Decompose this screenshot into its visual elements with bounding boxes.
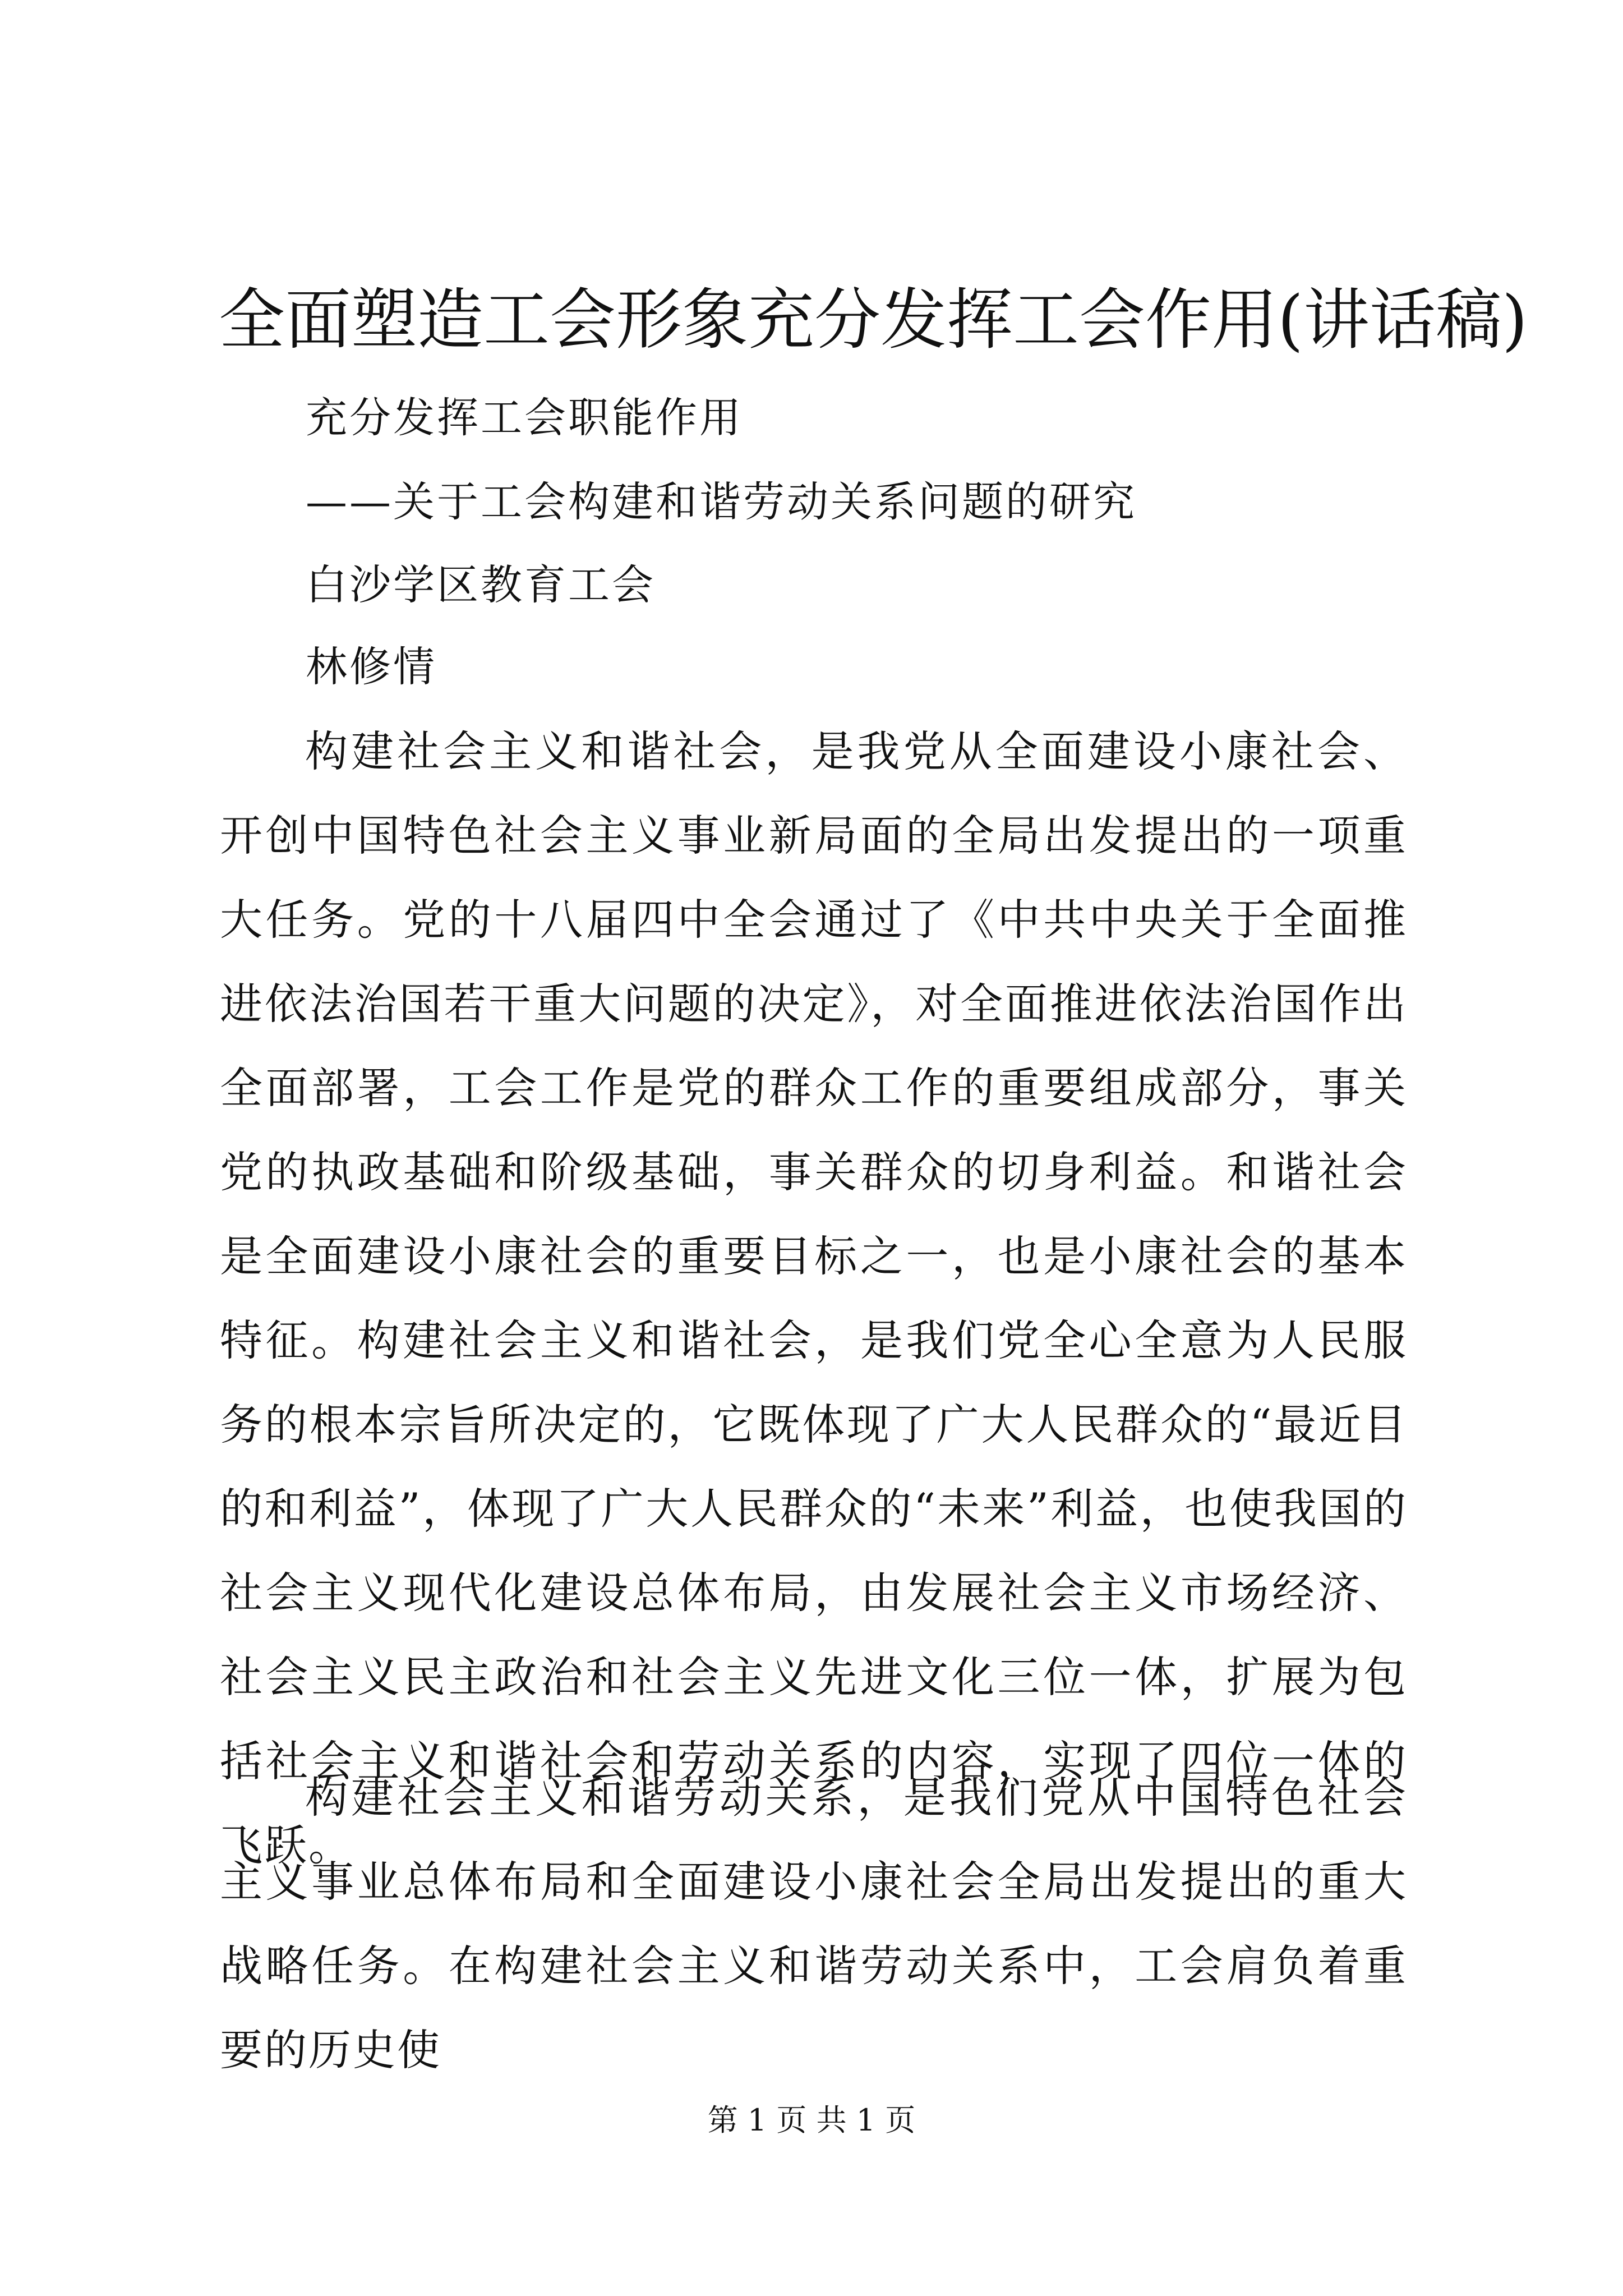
paragraph-1: 构建社会主义和谐社会，是我党从全面建设小康社会、开创中国特色社会主义事业新局面的全局出发提出的一项重大任务。党的十八届四中全会通过了《中共中央关于全面推进依法治国若干重大问题的决定》，对全面推进依法治国作出全面部署，工会工作是党的群众工作的重要组成部分，事关党的执政基础和阶级基础，事关群众的切身利益。和谐社会是全面建设小康社会的重要目标之一，也是小康社会的基本特征。构建社会主义和谐社会，是我们党全心全意为人民服务的根本宗旨所决定的，它既体现了广大人民群众的“最近目的和利益”，体现了广大人民群众的“未来”利益，也使我国的社会主义现代化建设总体布局，由发展社会主义市场经济、社会主义民主政治和社会主义先进文化三位一体，扩展为包括社会主义和谐社会和劳动关系的内容，实现了四位一体的飞跃。 [220,726,1408,1870]
subtitle-research: ——关于工会构建和谐劳动关系问题的研究 [306,478,1137,526]
page-footer: 第 1 页 共 1 页 [707,2102,916,2138]
author-name: 林修情 [306,643,437,691]
document-title: 全面塑造工会形象充分发挥工会作用(讲话稿) [219,281,1528,358]
paragraph-2: 构建社会主义和谐劳动关系，是我们党从中国特色社会主义事业总体布局和全面建设小康社会全局出发提出的重大战略任务。在构建社会主义和谐劳动关系中，工会肩负着重要的历史使 [220,1773,1408,2075]
subtitle-function: 充分发挥工会职能作用 [306,394,743,442]
author-organization: 白沙学区教育工会 [306,561,656,609]
